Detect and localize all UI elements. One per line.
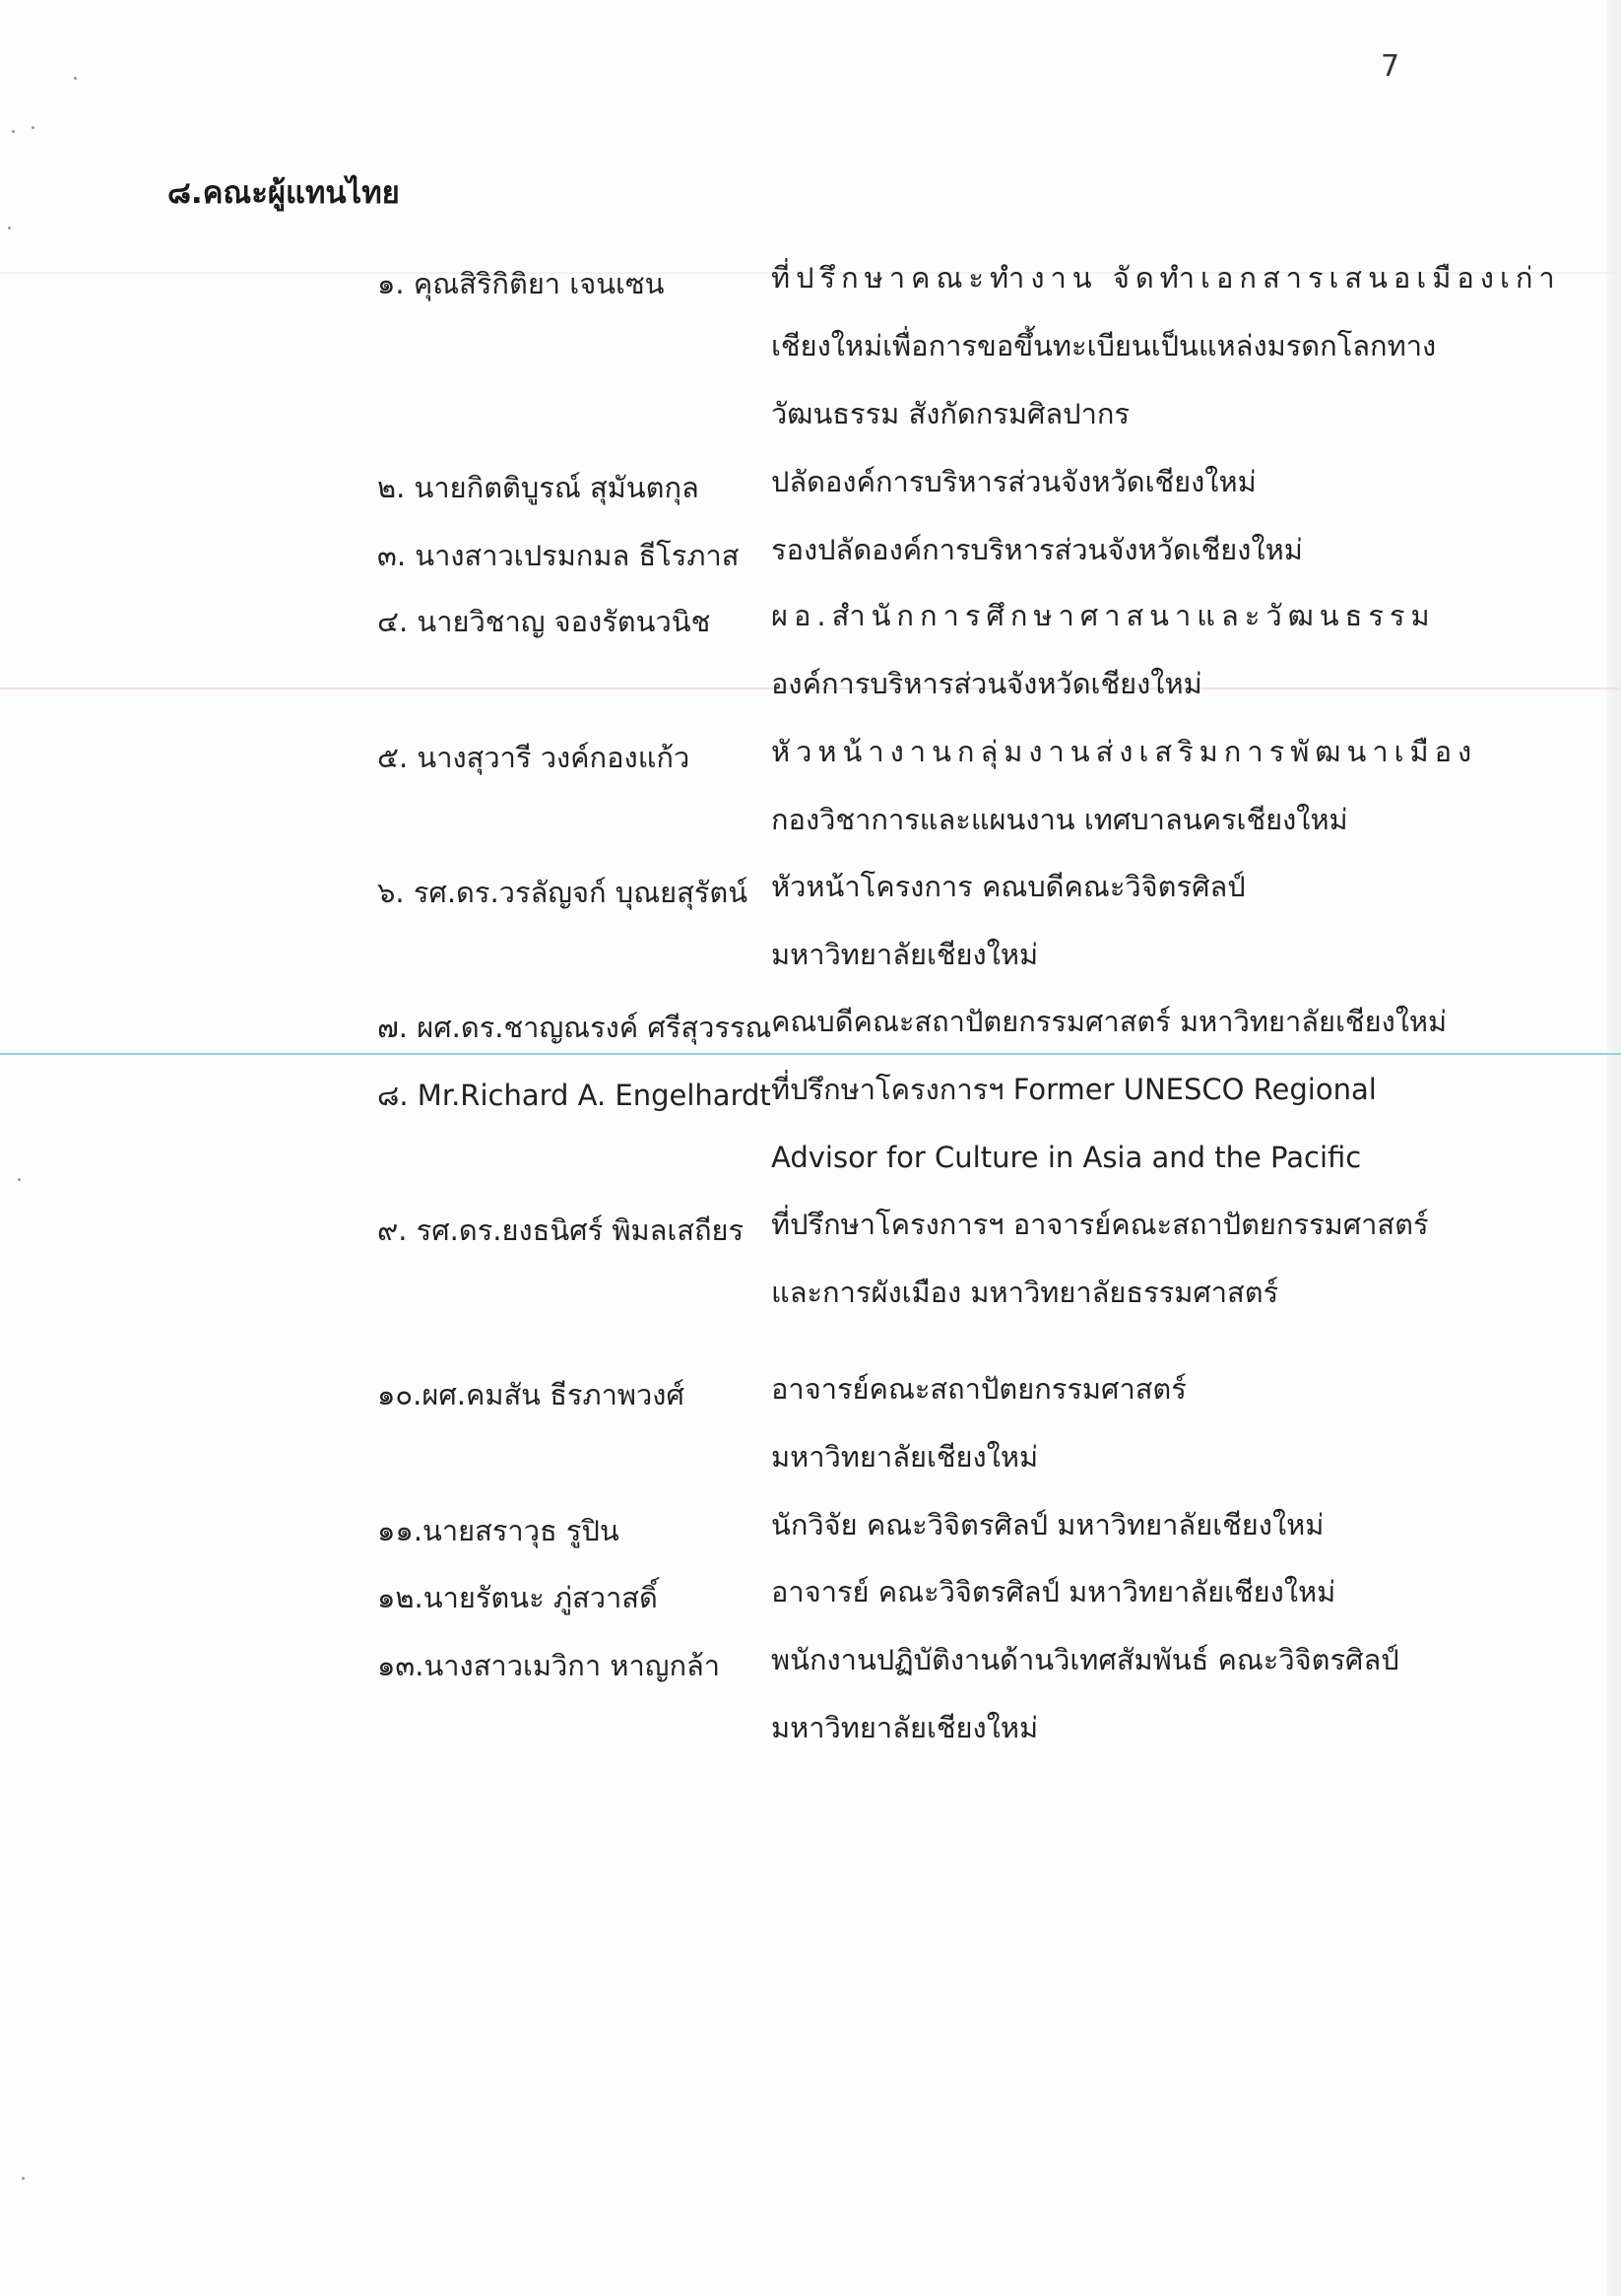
role-line: ผอ.สำนักการศึกษาศาสนาและวัฒนธรรม bbox=[771, 599, 1436, 632]
role-line: คณบดีคณะสถาปัตยกรรมศาสตร์ มหาวิทยาลัยเชียงใหม่ bbox=[771, 1005, 1448, 1038]
member-name: ๕. นางสุวารี วงค์กองแก้ว bbox=[377, 741, 690, 774]
member-name: ๘. Mr.Richard A. Engelhardt bbox=[377, 1079, 771, 1112]
scan-speck bbox=[74, 77, 77, 80]
member-role bbox=[771, 1056, 1411, 1192]
role-line: ปลัดองค์การบริหารส่วนจังหวัดเชียงใหม่ bbox=[771, 465, 1257, 498]
role-line: พนักงานปฏิบัติงานด้านวิเทศสัมพันธ์ คณะวิจิตรศิลป์ bbox=[771, 1643, 1399, 1676]
role-line: Advisor for Culture in Asia and the Pacific bbox=[771, 1141, 1362, 1174]
role-line: องค์การบริหารส่วนจังหวัดเชียงใหม่ bbox=[771, 667, 1202, 700]
member-role bbox=[771, 1558, 1411, 1626]
member-name: ๑๒.นายรัตนะ ภู่สวาสดิ์ bbox=[377, 1581, 658, 1614]
scan-speck bbox=[8, 227, 11, 230]
member-role bbox=[771, 1626, 1411, 1762]
role-line: อาจารย์ คณะวิจิตรศิลป์ มหาวิทยาลัยเชียงใหม่ bbox=[771, 1575, 1336, 1608]
role-line: ที่ปรึกษาโครงการฯ Former UNESCO Regional bbox=[771, 1073, 1377, 1106]
member-name: ๔. นายวิชาญ จองรัตนวนิช bbox=[377, 605, 711, 638]
member-name: ๑๓.นางสาวเมวิกา หาญกล้า bbox=[377, 1649, 721, 1682]
member-role bbox=[771, 448, 1411, 516]
member-role bbox=[771, 988, 1448, 1056]
member-role bbox=[771, 582, 1436, 718]
member-name: ๙. รศ.ดร.ยงธนิศร์ พิมลเสถียร bbox=[377, 1214, 745, 1247]
member-name: ๑๑.นายสราวุธ รูปิน bbox=[377, 1514, 619, 1547]
member-name: ๑. คุณสิริกิติยา เจนเซน bbox=[377, 267, 665, 300]
member-name: ๒. นายกิตติบูรณ์ สุมันตกุล bbox=[377, 471, 699, 504]
role-line: ที่ปรึกษาโครงการฯ อาจารย์คณะสถาปัตยกรรมศาสตร์ bbox=[771, 1208, 1429, 1241]
role-line: ที่ปรึกษาคณะทำงาน จัดทำเอกสารเสนอเมืองเก่า bbox=[771, 261, 1561, 295]
member-name: ๗. ผศ.ดร.ชาญณรงค์ ศรีสุวรรณ bbox=[377, 1011, 772, 1044]
member-role bbox=[771, 244, 1561, 448]
role-line: วัฒนธรรม สังกัดกรมศิลปากร bbox=[771, 397, 1131, 430]
role-line: รองปลัดองค์การบริหารส่วนจังหวัดเชียงใหม่ bbox=[771, 533, 1303, 566]
role-line: กองวิชาการและแผนงาน เทศบาลนครเชียงใหม่ bbox=[771, 803, 1348, 836]
scan-speck bbox=[12, 130, 15, 133]
member-role bbox=[771, 1355, 1411, 1491]
member-name: ๖. รศ.ดร.วรลัญจก์ บุณยสุรัตน์ bbox=[377, 876, 748, 909]
scan-speck bbox=[22, 2177, 25, 2180]
role-line: หัวหน้าโครงการ คณบดีคณะวิจิตรศิลป์ bbox=[771, 870, 1246, 903]
role-line: นักวิจัย คณะวิจิตรศิลป์ มหาวิทยาลัยเชียงใหม่ bbox=[771, 1508, 1325, 1542]
role-line: หัวหน้างานกลุ่มงานส่งเสริมการพัฒนาเมือง bbox=[771, 735, 1478, 768]
role-line: อาจารย์คณะสถาปัตยกรรมศาสตร์ bbox=[771, 1372, 1187, 1406]
role-line: และการผังเมือง มหาวิทยาลัยธรรมศาสตร์ bbox=[771, 1276, 1279, 1309]
member-role bbox=[771, 718, 1478, 854]
member-name: ๓. นางสาวเปรมกมล ธีโรภาส bbox=[377, 539, 740, 572]
role-line: มหาวิทยาลัยเชียงใหม่ bbox=[771, 1711, 1039, 1744]
member-role bbox=[771, 853, 1411, 989]
page-edge-shadow bbox=[1607, 0, 1621, 2296]
member-name: ๑๐.ผศ.คมสัน ธีรภาพวงศ์ bbox=[377, 1378, 684, 1411]
member-role bbox=[771, 516, 1411, 584]
member-role bbox=[771, 1191, 1429, 1327]
scan-speck bbox=[18, 1178, 21, 1181]
page-number: 7 bbox=[1381, 49, 1400, 84]
section-title: ๘.คณะผู้แทนไทย bbox=[167, 175, 400, 211]
role-line: เชียงใหม่เพื่อการขอขึ้นทะเบียนเป็นแหล่งมรดกโลกทาง bbox=[771, 329, 1437, 362]
role-line: มหาวิทยาลัยเชียงใหม่ bbox=[771, 938, 1039, 971]
role-line: มหาวิทยาลัยเชียงใหม่ bbox=[771, 1440, 1039, 1474]
scan-speck bbox=[32, 126, 34, 129]
member-role bbox=[771, 1491, 1411, 1559]
